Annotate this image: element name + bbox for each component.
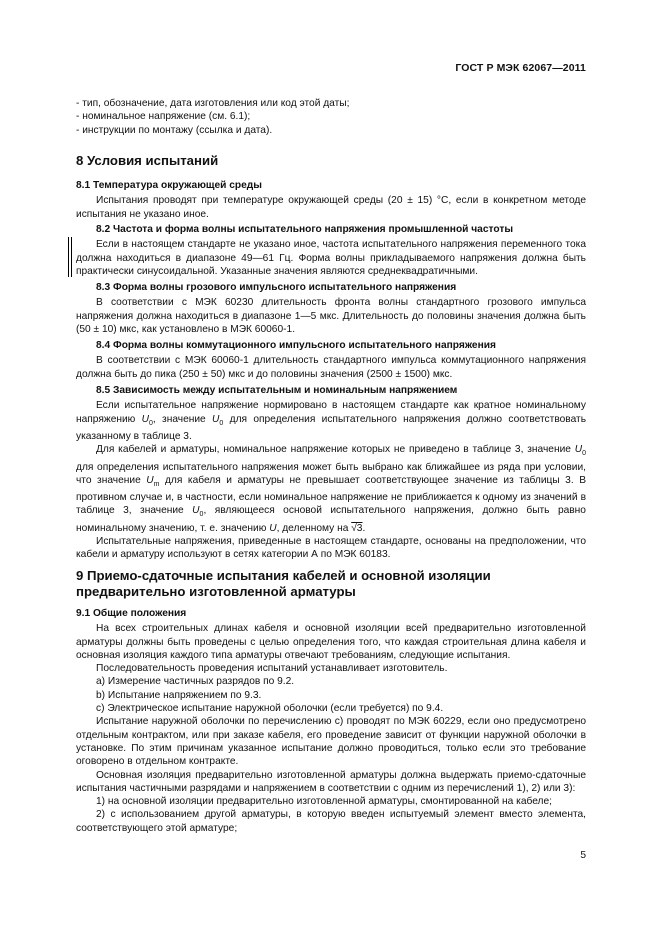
section-8-4-text: В соответствии с МЭК 60060-1 длительность стандартного импульса коммутационного напряжения должна быть до пика (250 ± 50) мкс и до половины значения (2500 ± 1500) мкс. — [76, 355, 586, 380]
section-8-4 — [76, 339, 586, 381]
bullet-item: - инструкции по монтажу (ссылка и дата). — [76, 124, 273, 136]
section-8-3-text: В соответствии с МЭК 60230 длительность фронта волны стандартного грозового импульса напряжения должна находиться в диапазоне 1—5 мкс. Длительность до половины значения должна быть (50 ± 10) мкс, как установлено в МЭК 60060-1. — [76, 297, 586, 335]
section-8-title: 8 Условия испытаний — [76, 153, 219, 168]
page-number: 5 — [580, 850, 586, 861]
bullet-list — [76, 97, 586, 137]
section-8-1-text: Испытания проводят при температуре окружающей среды (20 ± 15) °С, если в конкретном методе испытания не указано иное. — [76, 195, 586, 220]
section-9-title-line-1: 9 Приемо-сдаточные испытания кабелей и основной изоляции — [76, 568, 491, 583]
list-item: b) Испытание напряжением по 9.3. — [96, 689, 262, 701]
bullet-item: - тип, обозначение, дата изготовления или код этой даты; — [76, 98, 350, 109]
section-9-1-para-3: Испытание наружной оболочки по перечислению с) проводят по МЭК 60229, если оно предусмотрено отдельным контрактом, или при заказе кабеля, его проведение зависит от функции наружной оболочки в установке. По этим причинам указанное испытание должно проводиться, только если это требование оговорено в отдельном контракте. — [76, 716, 586, 768]
section-8-5 — [76, 384, 586, 562]
section-8-5-title: 8.5 Зависимость между испытательным и номинальным напряжением — [96, 385, 458, 396]
section-8-5-para-2: Для кабелей и арматуры, номинальное напряжение которых не приведено в таблице 3, значение $U_0$ для определения испытательного напряжения может быть выбрано как ближайшее из ряда при условии, что значение $U_m$ для кабеля и арматуры не превышает соответствующее значение из таблицы 3. В противном случае и, в частности, если номинальное напряжение не приближается к одному из значений в таблице 3, значение $U_0$, являющееся основой испытательного напряжения, должно быть равно номинальному значению, т. е. значению U, деленному на √3. — [76, 444, 586, 534]
section-9-1-para-1: На всех строительных длинах кабеля и основной изоляции всей предварительно изготовленной арматуры должны быть проведены с целью определения того, что каждая строительная длина кабеля и основная изоляция каждого типа арматуры отвечают требованиям, следующие испытания. — [76, 623, 586, 661]
section-8-4-title: 8.4 Форма волны коммутационного импульсного испытательного напряжения — [96, 340, 496, 351]
section-9-1-para-5: 1) на основной изоляции предварительно изготовленной арматуры, смонтированной на кабеле; — [96, 796, 552, 808]
document-header: ГОСТ Р МЭК 62067—2011 — [455, 62, 586, 74]
section-8-2-title: 8.2 Частота и форма волны испытательного напряжения промышленной частоты — [96, 224, 514, 235]
sqrt-three: √3 — [351, 522, 363, 534]
section-9-title-line-2: предварительно изготовленной арматуры — [76, 584, 356, 599]
list-item: c) Электрическое испытание наружной оболочки (если требуется) по 9.4. — [96, 703, 444, 715]
change-bar — [71, 237, 72, 277]
section-9-1-para-2: Последовательность проведения испытаний устанавливает изготовитель. — [96, 663, 448, 675]
section-8-1-title: 8.1 Температура окружающей среды — [76, 180, 262, 191]
section-8-2-text: Если в настоящем стандарте не указано иное, частота испытательного напряжения переменного тока должна находиться в диапазоне 49—61 Гц. Форма волны прикладываемого напряжения должна быть практически синусоидальной. Указанные значения являются среднеквадратичными. — [76, 239, 586, 277]
bullet-item: - номинальное напряжение (см. 6.1); — [76, 111, 251, 123]
section-8-5-para-1: Если испытательное напряжение нормировано в настоящем стандарте как кратное номинальному напряжению $U_0$, значение $U_0$ для определения испытательного напряжения должно соответствовать указанному в таблице 3. — [76, 400, 586, 442]
section-9-1 — [76, 607, 586, 835]
section-9-1-para-6: 2) с использованием другой арматуры, в которую введен испытуемый элемент вместо элемента, соответствующего этой арматуре; — [76, 809, 586, 834]
section-8-5-para-3: Испытательные напряжения, приведенные в настоящем стандарте, основаны на предположении, что кабели и арматуру используют в сетях категории А по МЭК 60183. — [76, 536, 586, 561]
section-8-3 — [76, 281, 586, 336]
section-9-1-para-4: Основная изоляция предварительно изготовленной арматуры должна выдержать приемо-сдаточные испытания частичными разрядами и напряжением в соответствии с одним из перечислений 1), 2) или 3): — [76, 769, 586, 794]
section-9-1-title: 9.1 Общие положения — [76, 608, 187, 619]
section-8-2 — [76, 223, 586, 278]
list-item: a) Измерение частичных разрядов по 9.2. — [96, 676, 295, 688]
change-bar — [68, 237, 69, 277]
section-8-3-title: 8.3 Форма волны грозового импульсного испытательного напряжения — [96, 282, 457, 293]
section-8-1 — [76, 179, 586, 221]
section-9-title — [76, 568, 586, 600]
